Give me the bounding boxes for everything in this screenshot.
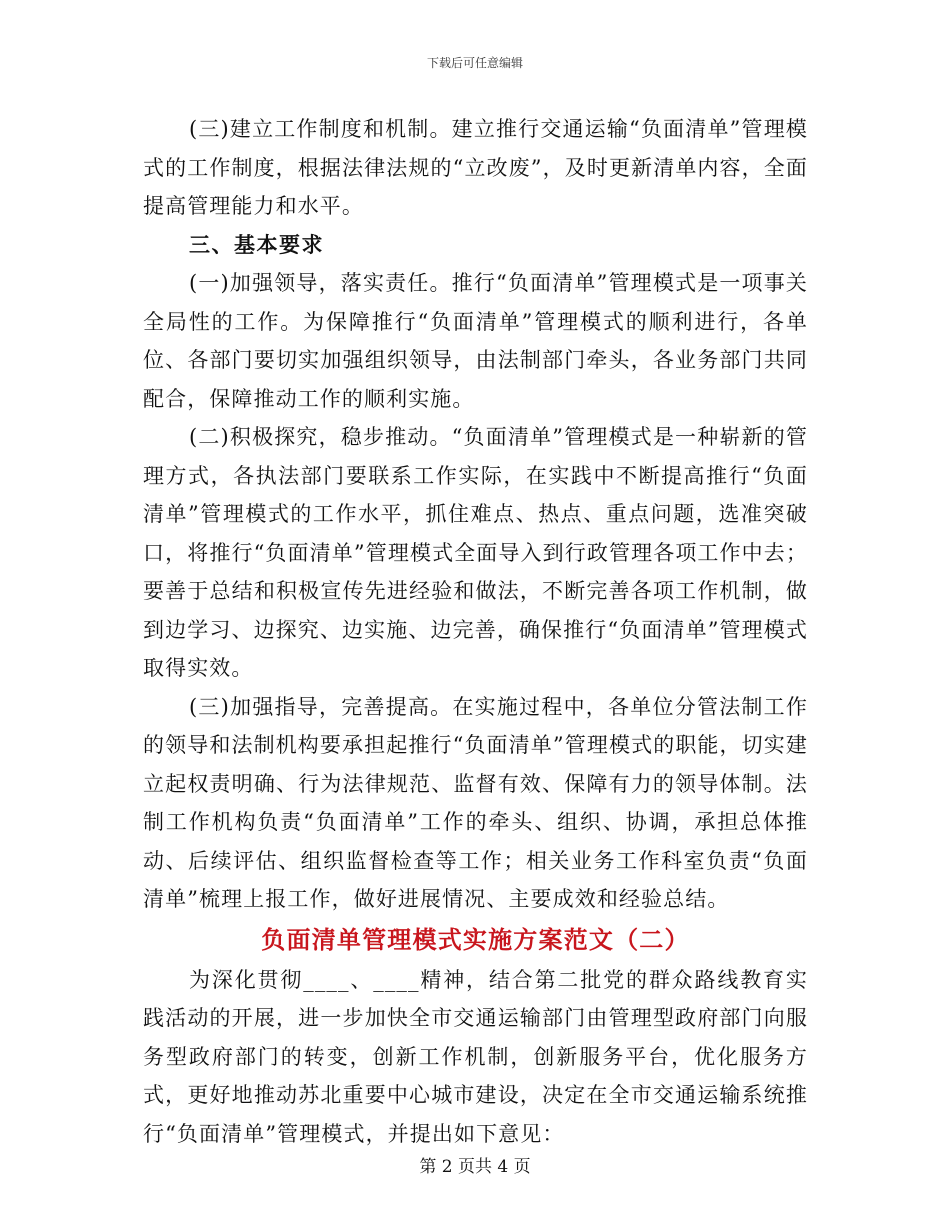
document-body bbox=[143, 110, 808, 1153]
page-footer: 第 2 页共 4 页 bbox=[419, 1157, 531, 1177]
page-header: 下载后可任意编辑 bbox=[426, 56, 523, 70]
paragraph-guidance: (三)加强指导，完善提高。在实施过程中，各单位分管法制工作的领导和法制机构要承担起推行“负面清单”管理模式的职能，切实建立起权责明确、行为法律规范、监督有效、保障有力的领导体制。法制工作机构负责“负面清单”工作的牵头、组织、协调，承担总体推动、后续评估、组织监督检查等工作；相关业务工作科室负责“负面清单”梳理上报工作，做好进展情况、主要成效和经验总结。 bbox=[143, 694, 808, 911]
section-heading-basic-requirements: 三、基本要求 bbox=[189, 231, 324, 257]
paragraph-leadership: (一)加强领导，落实责任。推行“负面清单”管理模式是一项事关全局性的工作。为保障推行“负面清单”管理模式的顺利进行，各单位、各部门要切实加强组织领导，由法制部门牵头，各业务部门共同配合，保障推动工作的顺利实施。 bbox=[143, 271, 808, 411]
paragraph-intro-two: 为深化贯彻____、____精神，结合第二批党的群众路线教育实践活动的开展，进一步加快全市交通运输部门由管理型政府部门向服务型政府部门的转变，创新工作机制，创新服务平台，优化服务方式，更好地推动苏北重要中心城市建设，决定在全市交通运输系统推行“负面清单”管理模式，并提出如下意见： bbox=[143, 967, 808, 1146]
paragraph-exploration: (二)积极探究，稳步推动。“负面清单”管理模式是一种崭新的管理方式，各执法部门要联系工作实际，在实践中不断提高推行“负面清单”管理模式的工作水平，抓住难点、热点、重点问题，选准突破口，将推行“负面清单”管理模式全面导入到行政管理各项工作中去；要善于总结和积极宣传先进经验和做法，不断完善各项工作机制，做到边学习、边探究、边实施、边完善，确保推行“负面清单”管理模式取得实效。 bbox=[143, 425, 808, 680]
section-title-two: 负面清单管理模式实施方案范文（二） bbox=[261, 924, 690, 954]
paragraph-work-system: (三)建立工作制度和机制。建立推行交通运输“负面清单”管理模式的工作制度，根据法律法规的“立改废”，及时更新清单内容，全面提高管理能力和水平。 bbox=[143, 117, 808, 218]
